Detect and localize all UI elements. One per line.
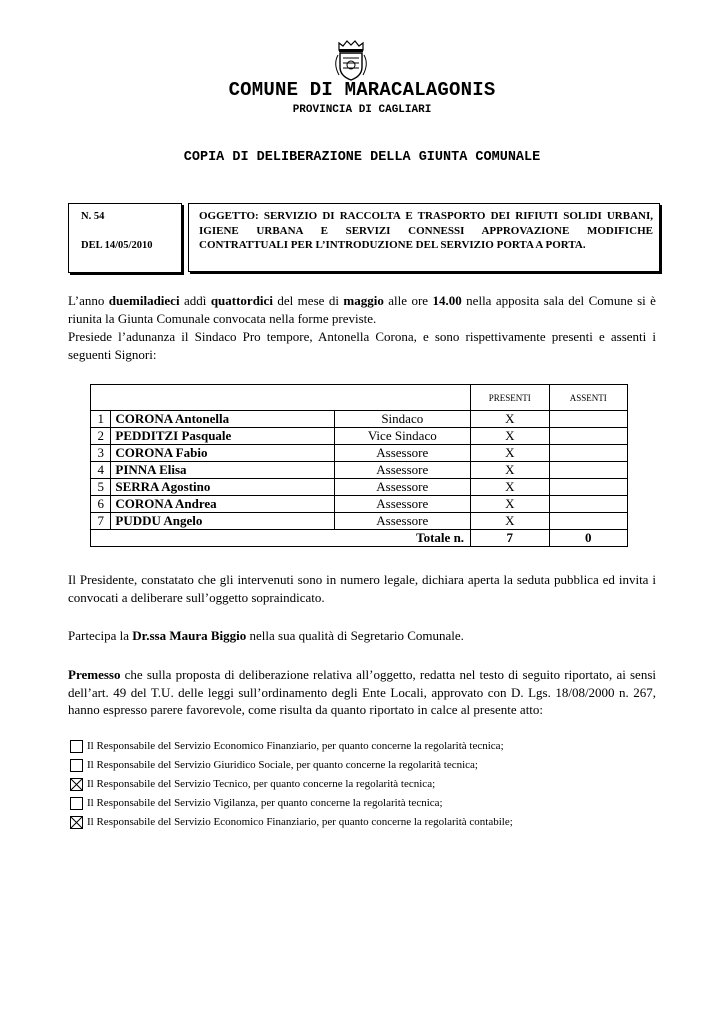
province-subtitle: PROVINCIA DI CAGLIARI bbox=[292, 104, 432, 116]
member-role: Sindaco bbox=[334, 411, 471, 428]
intro-month: maggio bbox=[343, 293, 384, 308]
quorum-paragraph: Il Presidente, constatato che gli intervenuti sono in numero legale, dichiara aperta la seduta pubblica ed invita i convocati a deliberare sull’oggetto sopraindicato. bbox=[68, 572, 656, 605]
list-item bbox=[70, 815, 513, 834]
intro-day: quattordici bbox=[210, 293, 273, 308]
opinion-checkbox[interactable] bbox=[70, 797, 83, 810]
opinion-checkbox[interactable] bbox=[70, 816, 83, 829]
present-mark: X bbox=[471, 462, 549, 479]
list-item bbox=[70, 739, 513, 758]
row-index: 3 bbox=[91, 445, 111, 462]
present-mark: X bbox=[471, 479, 549, 496]
page-title: COMUNE DI MARACALAGONIS bbox=[228, 79, 496, 101]
table-row bbox=[91, 445, 628, 462]
intro-text: nella apposita sala del Comune si è riunita la Giunta Comunale convocata nella forme previste. bbox=[68, 293, 656, 326]
member-name: SERRA Agostino bbox=[111, 479, 334, 496]
table-row bbox=[91, 462, 628, 479]
opinion-label: Il Responsabile del Servizio Tecnico, per quanto concerne la regolarità tecnica; bbox=[87, 778, 436, 790]
row-index: 1 bbox=[91, 411, 111, 428]
opinion-label: Il Responsabile del Servizio Economico Finanziario, per quanto concerne la regolarità tecnica; bbox=[87, 740, 504, 752]
subject-box bbox=[188, 203, 660, 272]
opinion-label: Il Responsabile del Servizio Economico Finanziario, per quanto concerne la regolarità contabile; bbox=[87, 816, 513, 828]
absent-mark bbox=[549, 479, 628, 496]
row-index: 6 bbox=[91, 496, 111, 513]
presidency-paragraph: Presiede l’adunanza il Sindaco Pro tempore, Antonella Corona, e sono rispettivamente presenti e assenti i seguenti Signori: bbox=[68, 329, 656, 362]
opinion-checkbox[interactable] bbox=[70, 778, 83, 791]
opinion-label: Il Responsabile del Servizio Vigilanza, per quanto concerne la regolarità tecnica; bbox=[87, 797, 443, 809]
opinion-checkbox[interactable] bbox=[70, 759, 83, 772]
attendance-header-row bbox=[91, 385, 628, 411]
secretary-text: Partecipa la bbox=[68, 628, 133, 643]
absent-mark bbox=[549, 428, 628, 445]
list-item bbox=[70, 796, 513, 815]
list-item bbox=[70, 758, 513, 777]
opinion-checkbox[interactable] bbox=[70, 740, 83, 753]
premise-paragraph bbox=[68, 666, 656, 719]
present-mark: X bbox=[471, 445, 549, 462]
subject-text: OGGETTO: SERVIZIO DI RACCOLTA E TRASPORTO DEI RIFIUTI SOLIDI URBANI, IGIENE URBANA E SERVIZI CONNESSI APPROVAZIONE MODIFICHE CONTRATTUALI PER L’INTRODUZIONE DEL SERVIZIO PORTA A PORTA. bbox=[199, 210, 653, 251]
absent-column-header: ASSENTI bbox=[549, 385, 628, 411]
table-row bbox=[91, 411, 628, 428]
municipal-crest-icon bbox=[331, 38, 371, 82]
present-mark: X bbox=[471, 496, 549, 513]
premise-text: che sulla proposta di deliberazione relativa all’oggetto, redatta nel testo di seguito riportato, ai sensi dell’art. 49 del T.U. delle leggi sull’ordinamento degli Ente Locali, approvato con D. Lgs. 18/08/2000 n. 267, hanno espresso parere favorevole, come risulta da quanto riportato in calce al presente atto: bbox=[68, 667, 656, 717]
secretary-text: nella sua qualità di Segretario Comunale. bbox=[246, 628, 464, 643]
absent-mark bbox=[549, 445, 628, 462]
absent-mark bbox=[549, 462, 628, 479]
row-index: 7 bbox=[91, 513, 111, 530]
row-index: 2 bbox=[91, 428, 111, 445]
opinions-list bbox=[70, 739, 513, 834]
total-present: 7 bbox=[471, 530, 549, 547]
member-role: Assessore bbox=[334, 496, 471, 513]
member-name: CORONA Andrea bbox=[111, 496, 334, 513]
list-item bbox=[70, 777, 513, 796]
member-role: Assessore bbox=[334, 445, 471, 462]
total-label: Totale n. bbox=[91, 530, 471, 547]
member-name: CORONA Fabio bbox=[111, 445, 334, 462]
present-mark: X bbox=[471, 513, 549, 530]
member-name: PEDDITZI Pasquale bbox=[111, 428, 334, 445]
present-mark: X bbox=[471, 428, 549, 445]
row-index: 5 bbox=[91, 479, 111, 496]
header-blank-cell bbox=[91, 385, 471, 411]
member-name: CORONA Antonella bbox=[111, 411, 334, 428]
document-heading: COPIA DI DELIBERAZIONE DELLA GIUNTA COMUNALE bbox=[183, 150, 541, 165]
opinion-label: Il Responsabile del Servizio Giuridico Sociale, per quanto concerne la regolarità tecnica; bbox=[87, 759, 478, 771]
member-role: Assessore bbox=[334, 479, 471, 496]
secretary-paragraph bbox=[68, 627, 656, 645]
deliberation-number-box bbox=[68, 203, 182, 273]
member-role: Assessore bbox=[334, 462, 471, 479]
premise-lead: Premesso bbox=[68, 667, 121, 682]
intro-text: L’anno bbox=[68, 293, 109, 308]
intro-text: alle ore bbox=[383, 293, 433, 308]
intro-time: 14.00 bbox=[432, 293, 462, 308]
table-row bbox=[91, 479, 628, 496]
present-column-header: PRESENTI bbox=[471, 385, 549, 411]
deliberation-date: DEL 14/05/2010 bbox=[81, 240, 153, 251]
table-row bbox=[91, 428, 628, 445]
table-row bbox=[91, 513, 628, 530]
total-absent: 0 bbox=[549, 530, 628, 547]
absent-mark bbox=[549, 411, 628, 428]
total-row bbox=[91, 530, 628, 547]
table-row bbox=[91, 496, 628, 513]
deliberation-number: N. 54 bbox=[81, 211, 105, 222]
attendance-table bbox=[90, 384, 628, 547]
intro-year: duemiladieci bbox=[108, 293, 180, 308]
intro-text: addì bbox=[179, 293, 211, 308]
member-name: PUDDU Angelo bbox=[111, 513, 334, 530]
member-name: PINNA Elisa bbox=[111, 462, 334, 479]
present-mark: X bbox=[471, 411, 549, 428]
member-role: Assessore bbox=[334, 513, 471, 530]
absent-mark bbox=[549, 496, 628, 513]
absent-mark bbox=[549, 513, 628, 530]
intro-paragraph bbox=[68, 292, 656, 327]
member-role: Vice Sindaco bbox=[334, 428, 471, 445]
row-index: 4 bbox=[91, 462, 111, 479]
intro-text: del mese di bbox=[272, 293, 344, 308]
secretary-name: Dr.ssa Maura Biggio bbox=[132, 628, 247, 643]
